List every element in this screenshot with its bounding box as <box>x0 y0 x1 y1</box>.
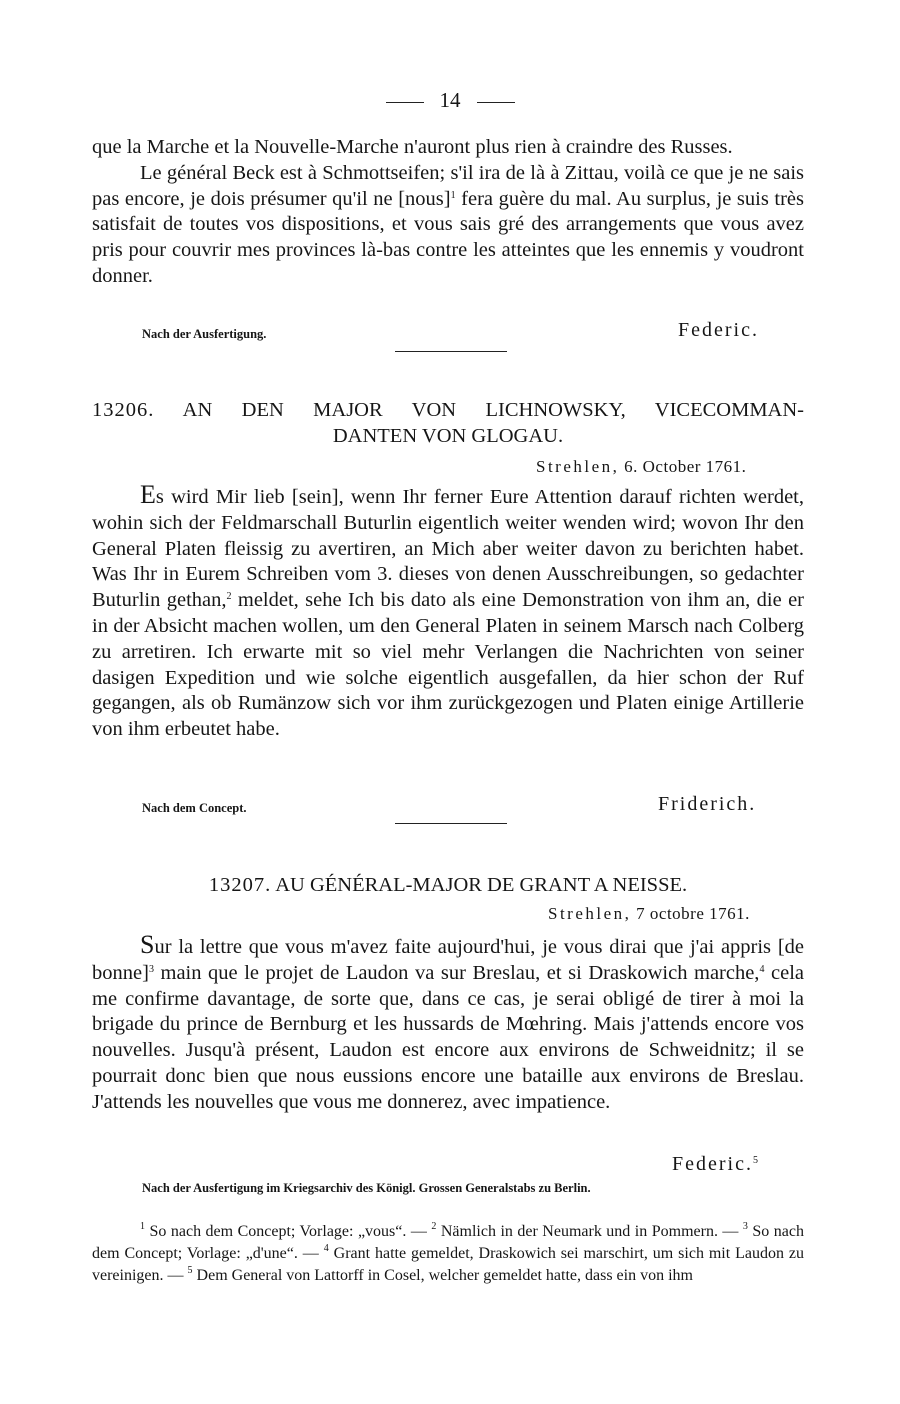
footnote-number: 2 <box>431 1221 437 1232</box>
footnotes <box>92 1221 804 1286</box>
letter-title: AU GÉNÉRAL-MAJOR DE GRANT A NEISSE. <box>275 874 688 896</box>
footnote-text: Dem General von Lattorff in Cosel, welcher gemeldet hatte, dass ein von ihm <box>192 1266 693 1284</box>
dateline-date: 7 octobre 1761. <box>636 904 750 923</box>
letter-number: 13207. <box>208 874 272 896</box>
source-note: Nach dem Concept. <box>142 801 247 815</box>
letter-body <box>92 482 804 743</box>
footnote-number: 1 <box>140 1221 145 1232</box>
section-divider <box>395 351 507 352</box>
paragraph <box>92 932 804 1116</box>
signature: Federic. <box>678 319 759 341</box>
letter-heading <box>92 397 804 449</box>
dateline-place: Strehlen, <box>548 904 632 923</box>
footnote-ref: 1 <box>450 189 456 201</box>
footnote-ref: 2 <box>226 591 232 603</box>
footnote-ref: 3 <box>148 963 154 975</box>
paragraph <box>92 482 804 743</box>
letter-title: AN DEN MAJOR VON LICHNOWSKY, VICECOMMAN- <box>182 399 804 421</box>
footnote-ref: 5 <box>752 1155 760 1166</box>
signature <box>672 1153 760 1176</box>
dateline <box>536 457 746 477</box>
signature-text: Federic. <box>672 1153 753 1175</box>
letter-title-cont: DANTEN VON GLOGAU. <box>332 425 564 447</box>
paragraph-text: cela me confirme davantage, de sorte que, dans ce cas, je serai obligé de tirer à moi la brigade du prince de Bernburg et les hussards de Mœhring. Mais j'attends encore vos nouvelles. Jusqu'à présent, Laudon est encore aux environs de Schweidnitz; il se pourrait donc bien que nous eussions encore une bataille aux environs de Breslau. J'attends les nouvelles que vous me donnerez, avec impatience. <box>92 961 804 1113</box>
signature: Friderich. <box>658 793 757 815</box>
footnote-number: 5 <box>187 1264 193 1276</box>
footnote-text: So nach dem Concept; Vorlage: „d'une“. — <box>92 1223 804 1262</box>
section-divider <box>395 823 507 824</box>
letter-number: 13206. <box>92 399 155 421</box>
dateline <box>548 904 750 924</box>
dateline-place: Strehlen, <box>536 457 620 476</box>
source-note: Nach der Ausfertigung. <box>142 327 267 341</box>
footnote-text: Grant hatte gemeldet, Draskowich sei marschirt, um sich mit Laudon zu vereinigen. — <box>92 1244 805 1284</box>
letter-heading <box>92 872 804 898</box>
initial-letter: E <box>140 480 156 509</box>
footnote-text: So nach dem Concept; Vorlage: „vous“. — <box>145 1223 432 1240</box>
footnote-ref: 4 <box>759 963 765 975</box>
paragraph-text: main que le projet de Laudon va sur Breslau, et si Draskowich marche, <box>153 961 760 984</box>
paragraph-text: que la Marche et la Nouvelle-Marche n'auront plus rien à craindre des Russes. <box>92 136 733 158</box>
page-number: 14 <box>439 88 461 112</box>
paragraph-text: Le général Beck est à Schmottseifen; s'il ira de là à Zittau, voilà ce que je ne sais pas encore, je dois présumer qu'il ne [nous] <box>92 161 804 210</box>
footnote-number: 3 <box>742 1221 748 1232</box>
footnote-text: Nämlich in der Neumark und in Pommern. — <box>436 1223 743 1240</box>
left-dash <box>386 102 424 103</box>
source-note: Nach der Ausfertigung im Kriegsarchiv des Königl. Grossen Generalstabs zu Berlin. <box>142 1181 591 1195</box>
paragraph-text: s wird Mir lieb [sein], wenn Ihr ferner Eure Attention darauf richten werdet, wohin sich der Feldmarschall Buturlin eigentlich weiter wenden wird; wovon Ihr den General Platen fleissig zu avertiren, an Mich aber weiter davon zu berichten habet. Was Ihr in Eurem Schreiben vom 3. dieses von denen Ausschreibungen, so gedachter Buturlin gethan, <box>92 486 804 612</box>
paragraph-text: ur la lettre que vous m'avez faite aujourd'hui, je vous dirai que j'ai appris [de bonne] <box>92 936 804 984</box>
dateline-date: 6. October 1761. <box>624 457 747 476</box>
footnote-number: 4 <box>323 1242 329 1254</box>
letter-body <box>92 932 804 1116</box>
paragraph <box>92 161 804 290</box>
initial-letter: S <box>140 930 155 959</box>
top-section <box>92 135 804 290</box>
right-dash <box>477 102 515 103</box>
running-head <box>0 88 900 113</box>
paragraph-text: fera guère du mal. Au surplus, je suis très satisfait de toutes vos dispositions, et vous sais gré des arrangements que vous avez pris pour couvrir mes provinces là-bas contre les atteintes que les ennemis y voudront donner. <box>92 187 804 287</box>
paragraph-text: meldet, sehe Ich bis dato als eine Demonstration von ihm an, die er in der Absicht machen wollen, um den General Platen in seinem Marsch nach Colberg zu arretiren. Ich erwarte mit so viel mehr Verlangen die Nachrichten von seiner dasigen Expedition und wie solche eigentlich ausgefallen, da hier schon der Ruf gegangen, als ob Rumänzow sich vor ihm zurückgezogen und Platen einige Artillerie von ihm erbeutet habe. <box>92 589 805 741</box>
paragraph <box>92 135 804 161</box>
